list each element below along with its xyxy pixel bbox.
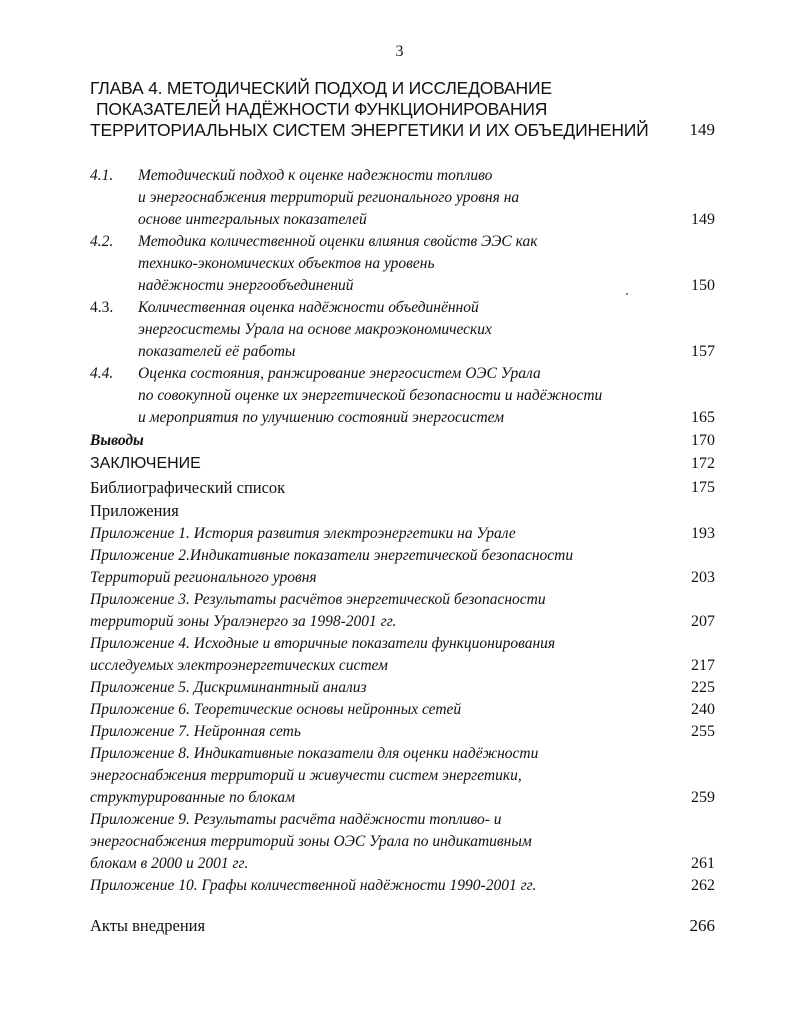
toc-appendix-4[interactable] [90, 633, 715, 677]
appendix-page: 217 [691, 657, 715, 674]
chapter-4-title [90, 78, 720, 141]
section-title-line: по совокупной оценке их энергетической безопасности и надёжности [138, 387, 603, 404]
chapter-4-page: 149 [689, 120, 715, 139]
section-title-line: Методический подход к оценке надежности топливо [138, 167, 493, 184]
appendix-title-line: Приложение 8. Индикативные показатели для оценки надёжности [90, 745, 539, 762]
appendix-title-line: структурированные по блокам [90, 789, 296, 806]
section-title-line: показателей её работы [138, 343, 296, 360]
toc-appendix-5[interactable] [90, 677, 715, 699]
appendix-page: 262 [691, 877, 715, 894]
appendix-title-line: Приложение 1. История развития электроэнергетики на Урале [90, 525, 516, 542]
section-number: 4.3. [90, 299, 114, 316]
appendix-page: 193 [691, 525, 715, 542]
toc-acts[interactable] [90, 915, 715, 937]
appendix-title-line: Приложение 5. Дискриминантный анализ [90, 679, 367, 696]
appendix-page: 207 [691, 613, 715, 630]
appendix-title-line: исследуемых электроэнергетических систем [90, 657, 388, 674]
section-title-line: основе интегральных показателей [138, 211, 367, 228]
section-title-line: технико-экономических объектов на уровень [138, 255, 435, 272]
bibliography-label: Библиографический список [90, 478, 286, 497]
conclusions-label: Выводы [90, 432, 144, 449]
appendix-title-line: Приложение 3. Результаты расчётов энергетической безопасности [90, 591, 546, 608]
appendix-title-line: Приложение 10. Графы количественной надёжности 1990-2001 гг. [90, 877, 537, 894]
toc-appendix-6[interactable] [90, 699, 715, 721]
appendix-title-line: энергоснабжения территорий зоны ОЭС Урала по индикативным [90, 833, 532, 850]
final-page: 172 [691, 455, 715, 472]
acts-page: 266 [689, 916, 715, 935]
section-title-line: Количественная оценка надёжности объединённой [138, 299, 479, 316]
section-title-line: и мероприятия по улучшению состояний энергосистем [138, 409, 505, 426]
conclusions-page: 170 [691, 432, 715, 449]
toc-conclusions[interactable] [90, 430, 715, 452]
bibliography-page: 175 [691, 479, 715, 496]
scan-speck [626, 293, 628, 295]
section-page: 150 [691, 277, 715, 294]
section-number: 4.1. [90, 167, 114, 184]
toc-appendix-7[interactable] [90, 721, 715, 743]
toc-appendix-2[interactable] [90, 545, 715, 589]
toc-bibliography[interactable] [90, 477, 715, 499]
appendix-page: 203 [691, 569, 715, 586]
toc-appendix-9[interactable] [90, 809, 715, 875]
section-page: 165 [691, 409, 715, 426]
chapter-title-line: ГЛАВА 4. МЕТОДИЧЕСКИЙ ПОДХОД И ИССЛЕДОВАНИЕ [90, 78, 552, 98]
section-title-line: Оценка состояния, ранжирование энергосистем ОЭС Урала [138, 365, 541, 382]
section-page: 157 [691, 343, 715, 360]
appendix-page: 225 [691, 679, 715, 696]
appendix-title-line: Приложение 7. Нейронная сеть [90, 723, 301, 740]
appendix-page: 261 [691, 855, 715, 872]
page-number: 3 [395, 43, 404, 60]
appendix-page: 255 [691, 723, 715, 740]
toc-appendix-8[interactable] [90, 743, 715, 809]
toc-appendix-10[interactable] [90, 875, 715, 897]
toc-appendix-3[interactable] [90, 589, 715, 633]
toc-final[interactable] [90, 453, 715, 475]
appendix-page: 259 [691, 789, 715, 806]
appendix-title-line: энергоснабжения территорий и живучести систем энергетики, [90, 767, 522, 784]
appendix-title-line: Приложение 4. Исходные и вторичные показатели функционирования [90, 635, 556, 652]
section-title-line: надёжности энергообъединений [138, 277, 354, 294]
appendices-heading-label: Приложения [90, 501, 179, 520]
appendices-heading [90, 500, 715, 522]
appendix-title-line: Территорий регионального уровня [90, 569, 317, 586]
section-page: 149 [691, 211, 715, 228]
section-title-line: Методика количественной оценки влияния свойств ЭЭС как [138, 233, 538, 250]
final-label: ЗАКЛЮЧЕНИЕ [90, 455, 201, 472]
section-title-line: и энергоснабжения территорий регионального уровня на [138, 189, 520, 206]
section-number: 4.2. [90, 233, 114, 250]
appendix-title-line: Приложение 2.Индикативные показатели энергетической безопасности [90, 547, 574, 564]
chapter-title-line: ТЕРРИТОРИАЛЬНЫХ СИСТЕМ ЭНЕРГЕТИКИ И ИХ ОБЪЕДИНЕНИЙ [90, 120, 649, 140]
appendix-title-line: Приложение 9. Результаты расчёта надёжности топливо- и [90, 811, 502, 828]
appendix-title-line: Приложение 6. Теоретические основы нейронных сетей [90, 701, 462, 718]
section-number: 4.4. [90, 365, 114, 382]
acts-label: Акты внедрения [90, 916, 206, 935]
toc-appendix-1[interactable] [90, 523, 715, 545]
appendix-title-line: блокам в 2000 и 2001 гг. [90, 855, 249, 872]
appendix-title-line: территорий зоны Уралэнерго за 1998-2001 гг. [90, 613, 397, 630]
appendix-page: 240 [691, 701, 715, 718]
chapter-title-line: ПОКАЗАТЕЛЕЙ НАДЁЖНОСТИ ФУНКЦИОНИРОВАНИЯ [96, 99, 548, 119]
section-title-line: энергосистемы Урала на основе макроэкономических [138, 321, 492, 338]
